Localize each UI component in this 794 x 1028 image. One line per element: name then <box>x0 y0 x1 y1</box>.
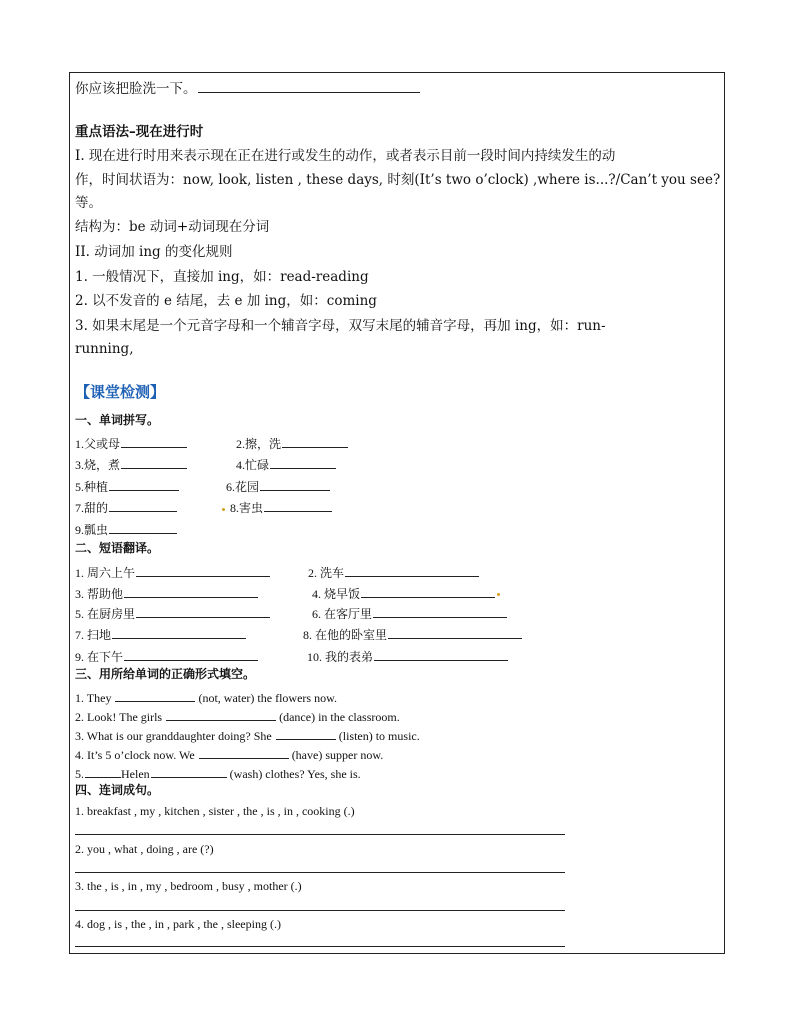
grammar-rule-3-line1: 3. 如果末尾是一个元音字母和一个辅音字母，双写末尾的辅音字母，再加 ing，如：run- <box>75 318 606 334</box>
answer-line-1[interactable] <box>75 834 565 835</box>
fill-sentence-2: 2. Look! The girls (dance) in the classroom. <box>75 710 400 724</box>
answer-blank[interactable] <box>361 585 495 598</box>
answer-blank[interactable] <box>109 478 179 491</box>
fill-sentence-1: 1. They (not, water) the flowers now. <box>75 691 337 705</box>
phrase-item-1: 1. 周六上午 <box>75 564 270 579</box>
word-item-7: 7.甜的 <box>75 499 177 514</box>
answer-blank[interactable] <box>109 521 177 534</box>
grammar-rule-3-line2: running, <box>75 341 134 357</box>
answer-blank[interactable] <box>124 585 258 598</box>
grammar-rules-title: II. 动词加 ing 的变化规则 <box>75 244 233 260</box>
answer-blank[interactable] <box>373 605 507 618</box>
answer-blank[interactable] <box>85 765 121 778</box>
section3-title: 三、用所给单词的正确形式填空。 <box>75 667 256 681</box>
phrase-item-6: 6. 在客厅里 <box>312 605 507 620</box>
answer-blank[interactable] <box>136 564 270 577</box>
phrase-item-2: 2. 洗车 <box>308 564 479 579</box>
answer-blank[interactable] <box>124 648 258 661</box>
section4-title: 四、连词成句。 <box>75 783 160 797</box>
answer-blank[interactable] <box>282 435 348 448</box>
section2-title: 二、短语翻译。 <box>75 541 160 555</box>
fill-sentence-5: 5. Helen (wash) clothes? Yes, she is. <box>75 767 361 781</box>
answer-blank[interactable] <box>166 708 276 721</box>
answer-blank[interactable] <box>112 626 246 639</box>
answer-blank[interactable] <box>374 648 508 661</box>
stray-mark <box>497 593 500 596</box>
stray-mark <box>222 508 225 511</box>
grammar-structure: 结构为：be 动词+动词现在分词 <box>75 219 270 235</box>
grammar-rule-2: 2. 以不发音的 e 结尾，去 e 加 ing，如：coming <box>75 293 377 309</box>
check-heading: 【课堂检测】 <box>75 383 166 401</box>
sentence-order-item-2: 2. you , what , doing , are (?) <box>75 842 214 856</box>
answer-blank[interactable] <box>121 435 187 448</box>
word-item-3: 3.烧，煮 <box>75 456 187 471</box>
phrase-item-9: 9. 在下午 <box>75 648 258 663</box>
answer-blank[interactable] <box>276 727 336 740</box>
phrase-item-7: 7. 扫地 <box>75 626 246 641</box>
grammar-title: 重点语法–现在进行时 <box>75 124 204 140</box>
phrase-item-3: 3. 帮助他 <box>75 585 258 600</box>
phrase-item-5: 5. 在厨房里 <box>75 605 270 620</box>
answer-blank[interactable] <box>199 746 289 759</box>
intro-sentence <box>75 80 420 97</box>
word-item-4: 4.忙碌 <box>236 456 336 471</box>
sentence-order-item-3: 3. the , is , in , my , bedroom , busy , mother (.) <box>75 879 302 893</box>
answer-blank[interactable] <box>198 80 420 93</box>
grammar-paragraph-line2: 作，时间状语为：now, look, listen , these days, 时刻(It’s two o’clock) ,where is...?/Can’t you see? <box>75 172 721 188</box>
answer-blank[interactable] <box>115 689 195 702</box>
answer-blank[interactable] <box>270 456 336 469</box>
intro-text: 你应该把脸洗一下。 <box>75 81 197 97</box>
answer-blank[interactable] <box>151 765 227 778</box>
word-item-2: 2.擦，洗 <box>236 435 348 450</box>
word-item-1: 1.父或母 <box>75 435 187 450</box>
word-item-8: 8.害虫 <box>230 499 332 514</box>
grammar-rule-1: 1. 一般情况下，直接加 ing，如：read-reading <box>75 269 369 285</box>
answer-blank[interactable] <box>121 456 187 469</box>
grammar-paragraph-line1: I. 现在进行时用来表示现在正在进行或发生的动作，或者表示目前一段时间内持续发生的动 <box>75 148 616 164</box>
answer-blank[interactable] <box>136 605 270 618</box>
answer-blank[interactable] <box>264 499 332 512</box>
grammar-paragraph-line3: 等。 <box>75 195 102 211</box>
phrase-item-10: 10. 我的表弟 <box>307 648 508 663</box>
fill-sentence-3: 3. What is our granddaughter doing? She (listen) to music. <box>75 729 420 743</box>
answer-blank[interactable] <box>345 564 479 577</box>
fill-sentence-4: 4. It’s 5 o’clock now. We (have) supper now. <box>75 748 384 762</box>
answer-line-4[interactable] <box>75 946 565 947</box>
phrase-item-8: 8. 在他的卧室里 <box>303 626 522 641</box>
sentence-order-item-4: 4. dog , is , the , in , park , the , sleeping (.) <box>75 917 281 931</box>
word-item-5: 5.种植 <box>75 478 179 493</box>
word-item-6: 6.花园 <box>226 478 330 493</box>
section1-title: 一、单词拼写。 <box>75 413 160 427</box>
answer-blank[interactable] <box>109 499 177 512</box>
sentence-order-item-1: 1. breakfast , my , kitchen , sister , the , is , in , cooking (.) <box>75 804 355 818</box>
answer-blank[interactable] <box>260 478 330 491</box>
word-item-9: 9.瓢虫 <box>75 521 177 536</box>
answer-line-3[interactable] <box>75 910 565 911</box>
answer-blank[interactable] <box>388 626 522 639</box>
phrase-item-4: 4. 烧早饭 <box>312 585 495 600</box>
answer-line-2[interactable] <box>75 872 565 873</box>
